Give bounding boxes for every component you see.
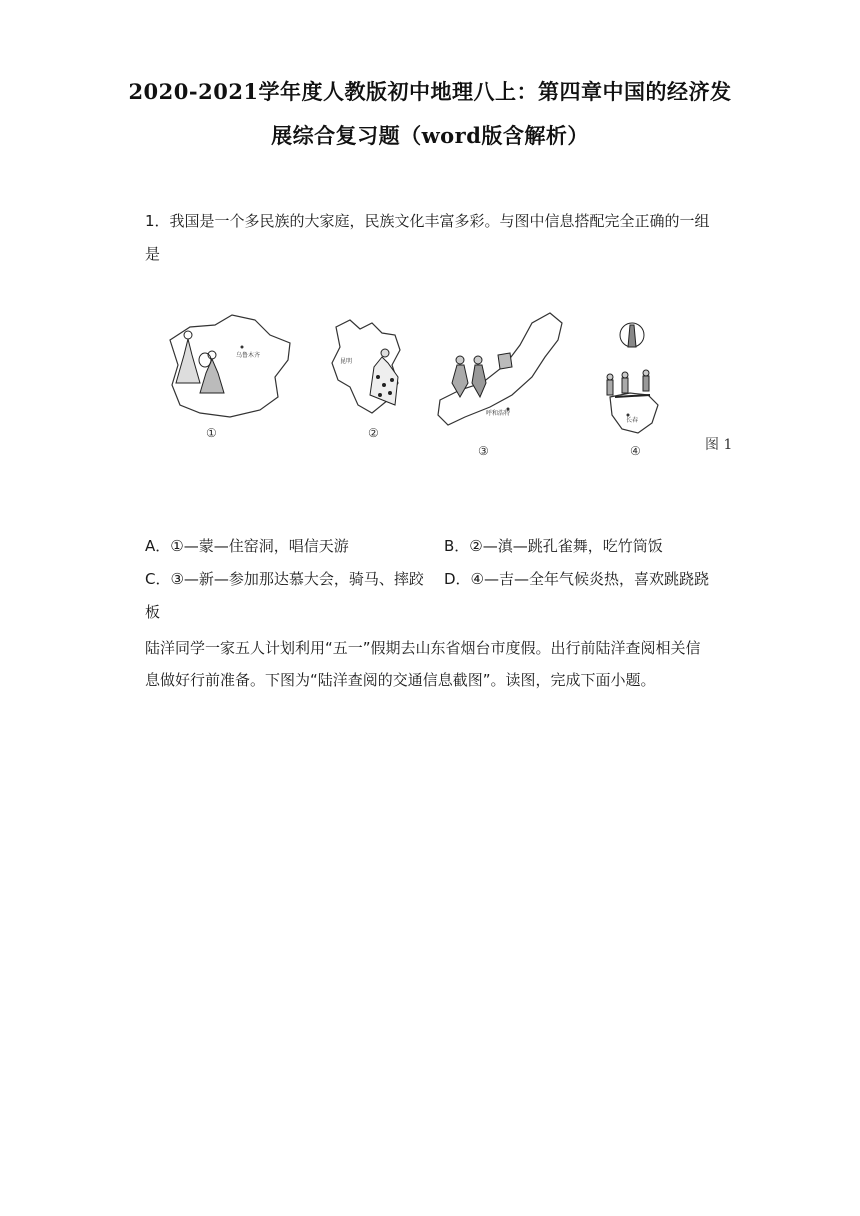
peacock-dancer xyxy=(370,349,398,405)
dancer-figures-1 xyxy=(176,331,224,393)
option-b[interactable]: B．②—滇—跳孔雀舞，吃竹筒饭 xyxy=(444,537,663,555)
figure-label: 图 1 xyxy=(705,437,733,453)
option-d-continued: 板 xyxy=(145,603,161,621)
panel-number-2: ② xyxy=(368,426,379,440)
city-label-2: 昆明 xyxy=(340,358,353,365)
map-panel-2 xyxy=(332,320,400,440)
panel-number-3: ③ xyxy=(478,444,489,458)
map-panel-4 xyxy=(607,323,658,458)
option-d[interactable]: D．④—吉—全年气候炎热，喜欢跳跷跷 xyxy=(444,570,709,588)
document-title-line-1: 2020-2021学年度人教版初中地理八上：第四章中国的经济发 xyxy=(128,79,732,104)
ethnic-culture-figure xyxy=(160,305,740,465)
passage-line-1: 陆洋同学一家五人计划利用“五一”假期去山东省烟台市度假。出行前陆洋查阅相关信 xyxy=(145,639,701,657)
map-panel-3 xyxy=(438,313,562,458)
figure-svg xyxy=(160,305,740,465)
document-title-line-2: 展综合复习题（word版含解析） xyxy=(271,123,589,148)
map-panel-1 xyxy=(170,315,290,440)
panel-number-4: ④ xyxy=(630,444,641,458)
panel-number-1: ① xyxy=(206,426,217,440)
city-label-1: 乌鲁木齐 xyxy=(236,352,261,359)
option-c[interactable]: C．③—新—参加那达慕大会，骑马、摔跤 xyxy=(145,570,424,588)
city-label-4: 长春 xyxy=(626,417,639,424)
city-label-3: 呼和浩特 xyxy=(486,410,511,417)
seesaw-figures xyxy=(607,323,650,397)
question-1-stem-line-2: 是 xyxy=(145,245,161,263)
option-a[interactable]: A．①—蒙—住窑洞，唱信天游 xyxy=(145,537,349,555)
question-1-stem-line-1: 1．我国是一个多民族的大家庭，民族文化丰富多彩。与图中信息搭配完全正确的一组 xyxy=(145,212,710,230)
wrestlers-figures xyxy=(452,353,512,397)
passage-line-2: 息做好行前准备。下图为“陆洋查阅的交通信息截图”。读图，完成下面小题。 xyxy=(145,671,656,689)
